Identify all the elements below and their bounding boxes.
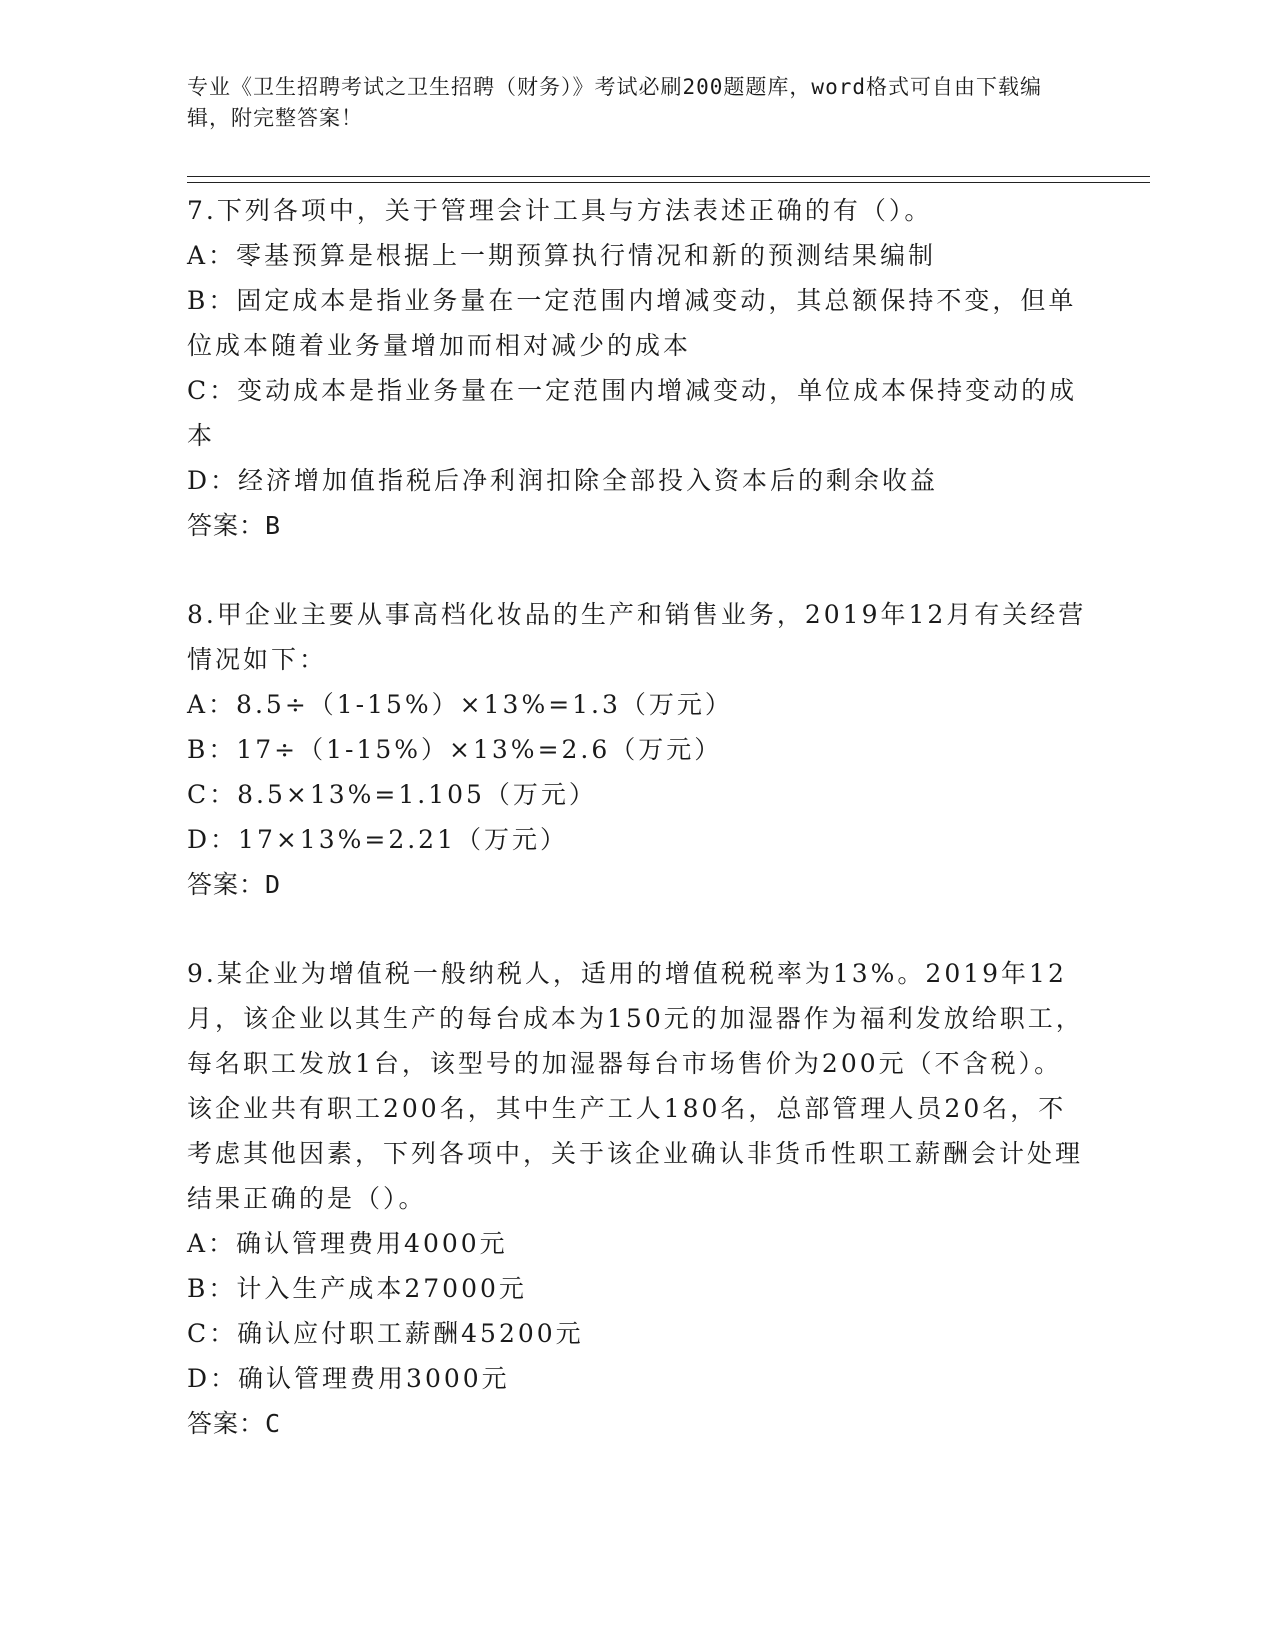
question-stem: 7.下列各项中，关于管理会计工具与方法表述正确的有（）。	[187, 196, 933, 225]
option-c: C：8.5×13%=1.105（万元）	[187, 780, 597, 809]
question-7	[187, 188, 1087, 548]
option-c: C：确认应付职工薪酬45200元	[187, 1319, 584, 1348]
answer-label: 答案：	[187, 870, 266, 899]
option-c: C：变动成本是指业务量在一定范围内增减变动，单位成本保持变动的成本	[187, 376, 1078, 450]
answer-value: C	[265, 1409, 282, 1438]
option-d: D：确认管理费用3000元	[187, 1364, 510, 1393]
answer-line	[187, 862, 1087, 907]
question-9	[187, 951, 1087, 1446]
question-stem: 9.某企业为增值税一般纳税人，适用的增值税税率为13%。2019年12月，该企业以其生产的每台成本为150元的加湿器作为福利发放给职工，每名职工发放1台，该型号的加湿器每台市场售价为200元（不含税）。该企业共有职工200名，其中生产工人180名，总部管理人员20名，不考虑其他因素，下列各项中，关于该企业确认非货币性职工薪酬会计处理结果正确的是（）。	[187, 959, 1084, 1213]
option-b: B：计入生产成本27000元	[187, 1274, 527, 1303]
header-divider-bottom	[187, 182, 1150, 183]
answer-value: B	[265, 511, 282, 540]
document-header: 专业《卫生招聘考试之卫生招聘（财务）》考试必刷200题题库，word格式可自由下载编辑，附完整答案！	[187, 75, 1042, 130]
answer-label: 答案：	[187, 1409, 266, 1438]
answer-value: D	[265, 870, 282, 899]
option-d: D：经济增加值指税后净利润扣除全部投入资本后的剩余收益	[187, 466, 939, 495]
answer-label: 答案：	[187, 511, 266, 540]
answer-line	[187, 503, 1087, 548]
option-d: D：17×13%=2.21（万元）	[187, 825, 568, 854]
question-8	[187, 592, 1087, 907]
option-b: B：固定成本是指业务量在一定范围内增减变动，其总额保持不变，但单位成本随着业务量增加而相对减少的成本	[187, 286, 1077, 360]
answer-line	[187, 1401, 1087, 1446]
option-a: A：8.5÷（1-15%）×13%=1.3（万元）	[187, 690, 733, 719]
option-b: B：17÷（1-15%）×13%=2.6（万元）	[187, 735, 723, 764]
question-list	[187, 188, 1087, 1490]
question-stem: 8.甲企业主要从事高档化妆品的生产和销售业务，2019年12月有关经营情况如下：	[187, 600, 1087, 674]
header-divider-top	[187, 176, 1150, 177]
option-a: A：确认管理费用4000元	[187, 1229, 508, 1258]
option-a: A：零基预算是根据上一期预算执行情况和新的预测结果编制	[187, 241, 937, 270]
